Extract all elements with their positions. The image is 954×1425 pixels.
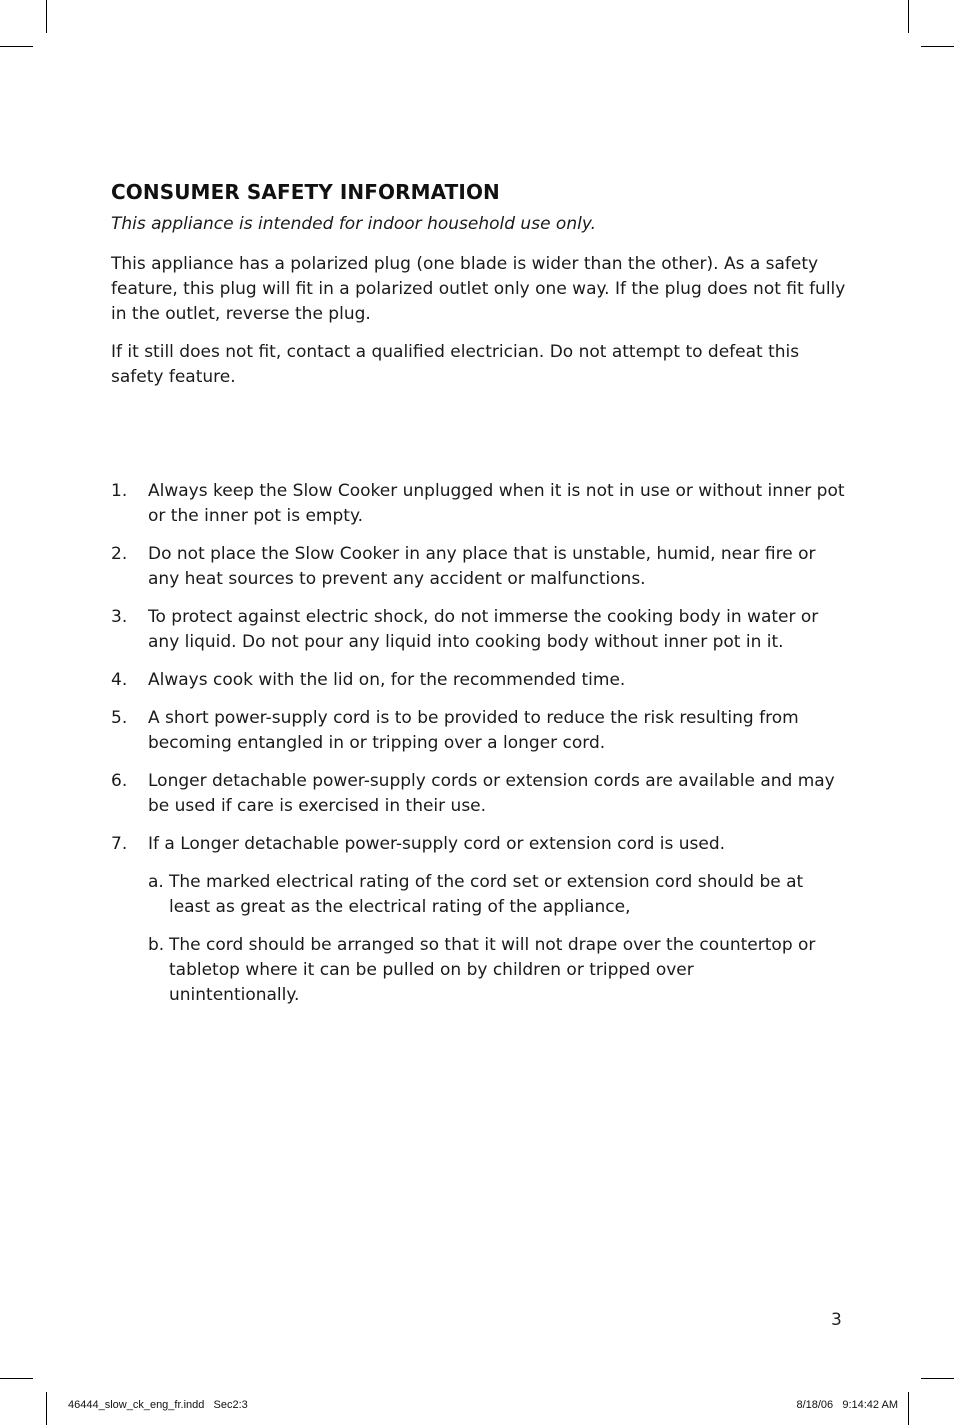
crop-mark-bottom-right-horizontal: [921, 1378, 954, 1379]
sub-list-item-letter: a.: [148, 872, 164, 892]
list-item-number: 2.: [111, 544, 128, 564]
sub-list-item-text: The cord should be arranged so that it will not drape over the countertop or tabletop where it can be pulled on by children or tripped over unintentionally.: [169, 935, 816, 1005]
list-item-text: Longer detachable power-supply cords or extension cords are available and may be used if care is exercised in their use.: [148, 771, 835, 816]
sub-list-item: [148, 870, 819, 920]
slug-timestamp: 8/18/06 9:14:42 AM: [796, 1399, 898, 1411]
list-item-text: Do not place the Slow Cooker in any place that is unstable, humid, near fire or any heat sources to prevent any accident or malfunctions.: [148, 544, 816, 589]
list-item: [111, 668, 846, 693]
polarized-plug-paragraph: This appliance has a polarized plug (one blade is wider than the other). As a safety feature, this plug will fit in a polarized outlet only one way. If the plug does not fit fully in the outlet, reverse the plug.: [111, 254, 846, 324]
list-item: [111, 832, 846, 857]
sub-list-item-letter: b.: [148, 935, 165, 955]
safety-list: [111, 479, 846, 1021]
crop-mark-bottom-right-vertical: [908, 1392, 909, 1425]
list-item-number: 1.: [111, 481, 128, 501]
crop-mark-bottom-left-horizontal: [0, 1378, 33, 1379]
list-item-number: 7.: [111, 834, 128, 854]
crop-mark-bottom-left-vertical: [46, 1392, 47, 1425]
indoor-use-notice: This appliance is intended for indoor household use only.: [111, 214, 596, 234]
list-item: [111, 605, 846, 655]
list-item: [111, 706, 846, 756]
list-item-number: 4.: [111, 670, 128, 690]
list-item: [111, 542, 846, 592]
page-number: 3: [831, 1310, 842, 1330]
list-item-text: Always keep the Slow Cooker unplugged when it is not in use or without inner pot or the inner pot is empty.: [148, 481, 845, 526]
crop-mark-top-right-horizontal: [921, 46, 954, 47]
section-heading: CONSUMER SAFETY INFORMATION: [111, 180, 500, 204]
list-item-number: 6.: [111, 771, 128, 791]
sub-list-item-text: The marked electrical rating of the cord set or extension cord should be at least as great as the electrical rating of the appliance,: [169, 872, 804, 917]
crop-mark-top-left-vertical: [46, 0, 47, 33]
crop-mark-top-left-horizontal: [0, 46, 33, 47]
slug-filename: 46444_slow_ck_eng_fr.indd Sec2:3: [68, 1399, 248, 1411]
list-item-number: 3.: [111, 607, 128, 627]
crop-mark-top-right-vertical: [908, 0, 909, 33]
list-item: [111, 769, 846, 819]
list-item: [111, 479, 846, 529]
list-item-text: If a Longer detachable power-supply cord or extension cord is used.: [148, 834, 726, 854]
list-item-text: To protect against electric shock, do not immerse the cooking body in water or any liquid. Do not pour any liquid into cooking body without inner pot in it.: [148, 607, 819, 652]
list-item-number: 5.: [111, 708, 128, 728]
sub-list-item: [148, 933, 819, 1008]
list-item-text: A short power-supply cord is to be provided to reduce the risk resulting from becoming entangled in or tripping over a longer cord.: [148, 708, 799, 753]
list-item-text: Always cook with the lid on, for the recommended time.: [148, 670, 626, 690]
electrician-paragraph: If it still does not fit, contact a qualified electrician. Do not attempt to defeat this safety feature.: [111, 342, 800, 387]
